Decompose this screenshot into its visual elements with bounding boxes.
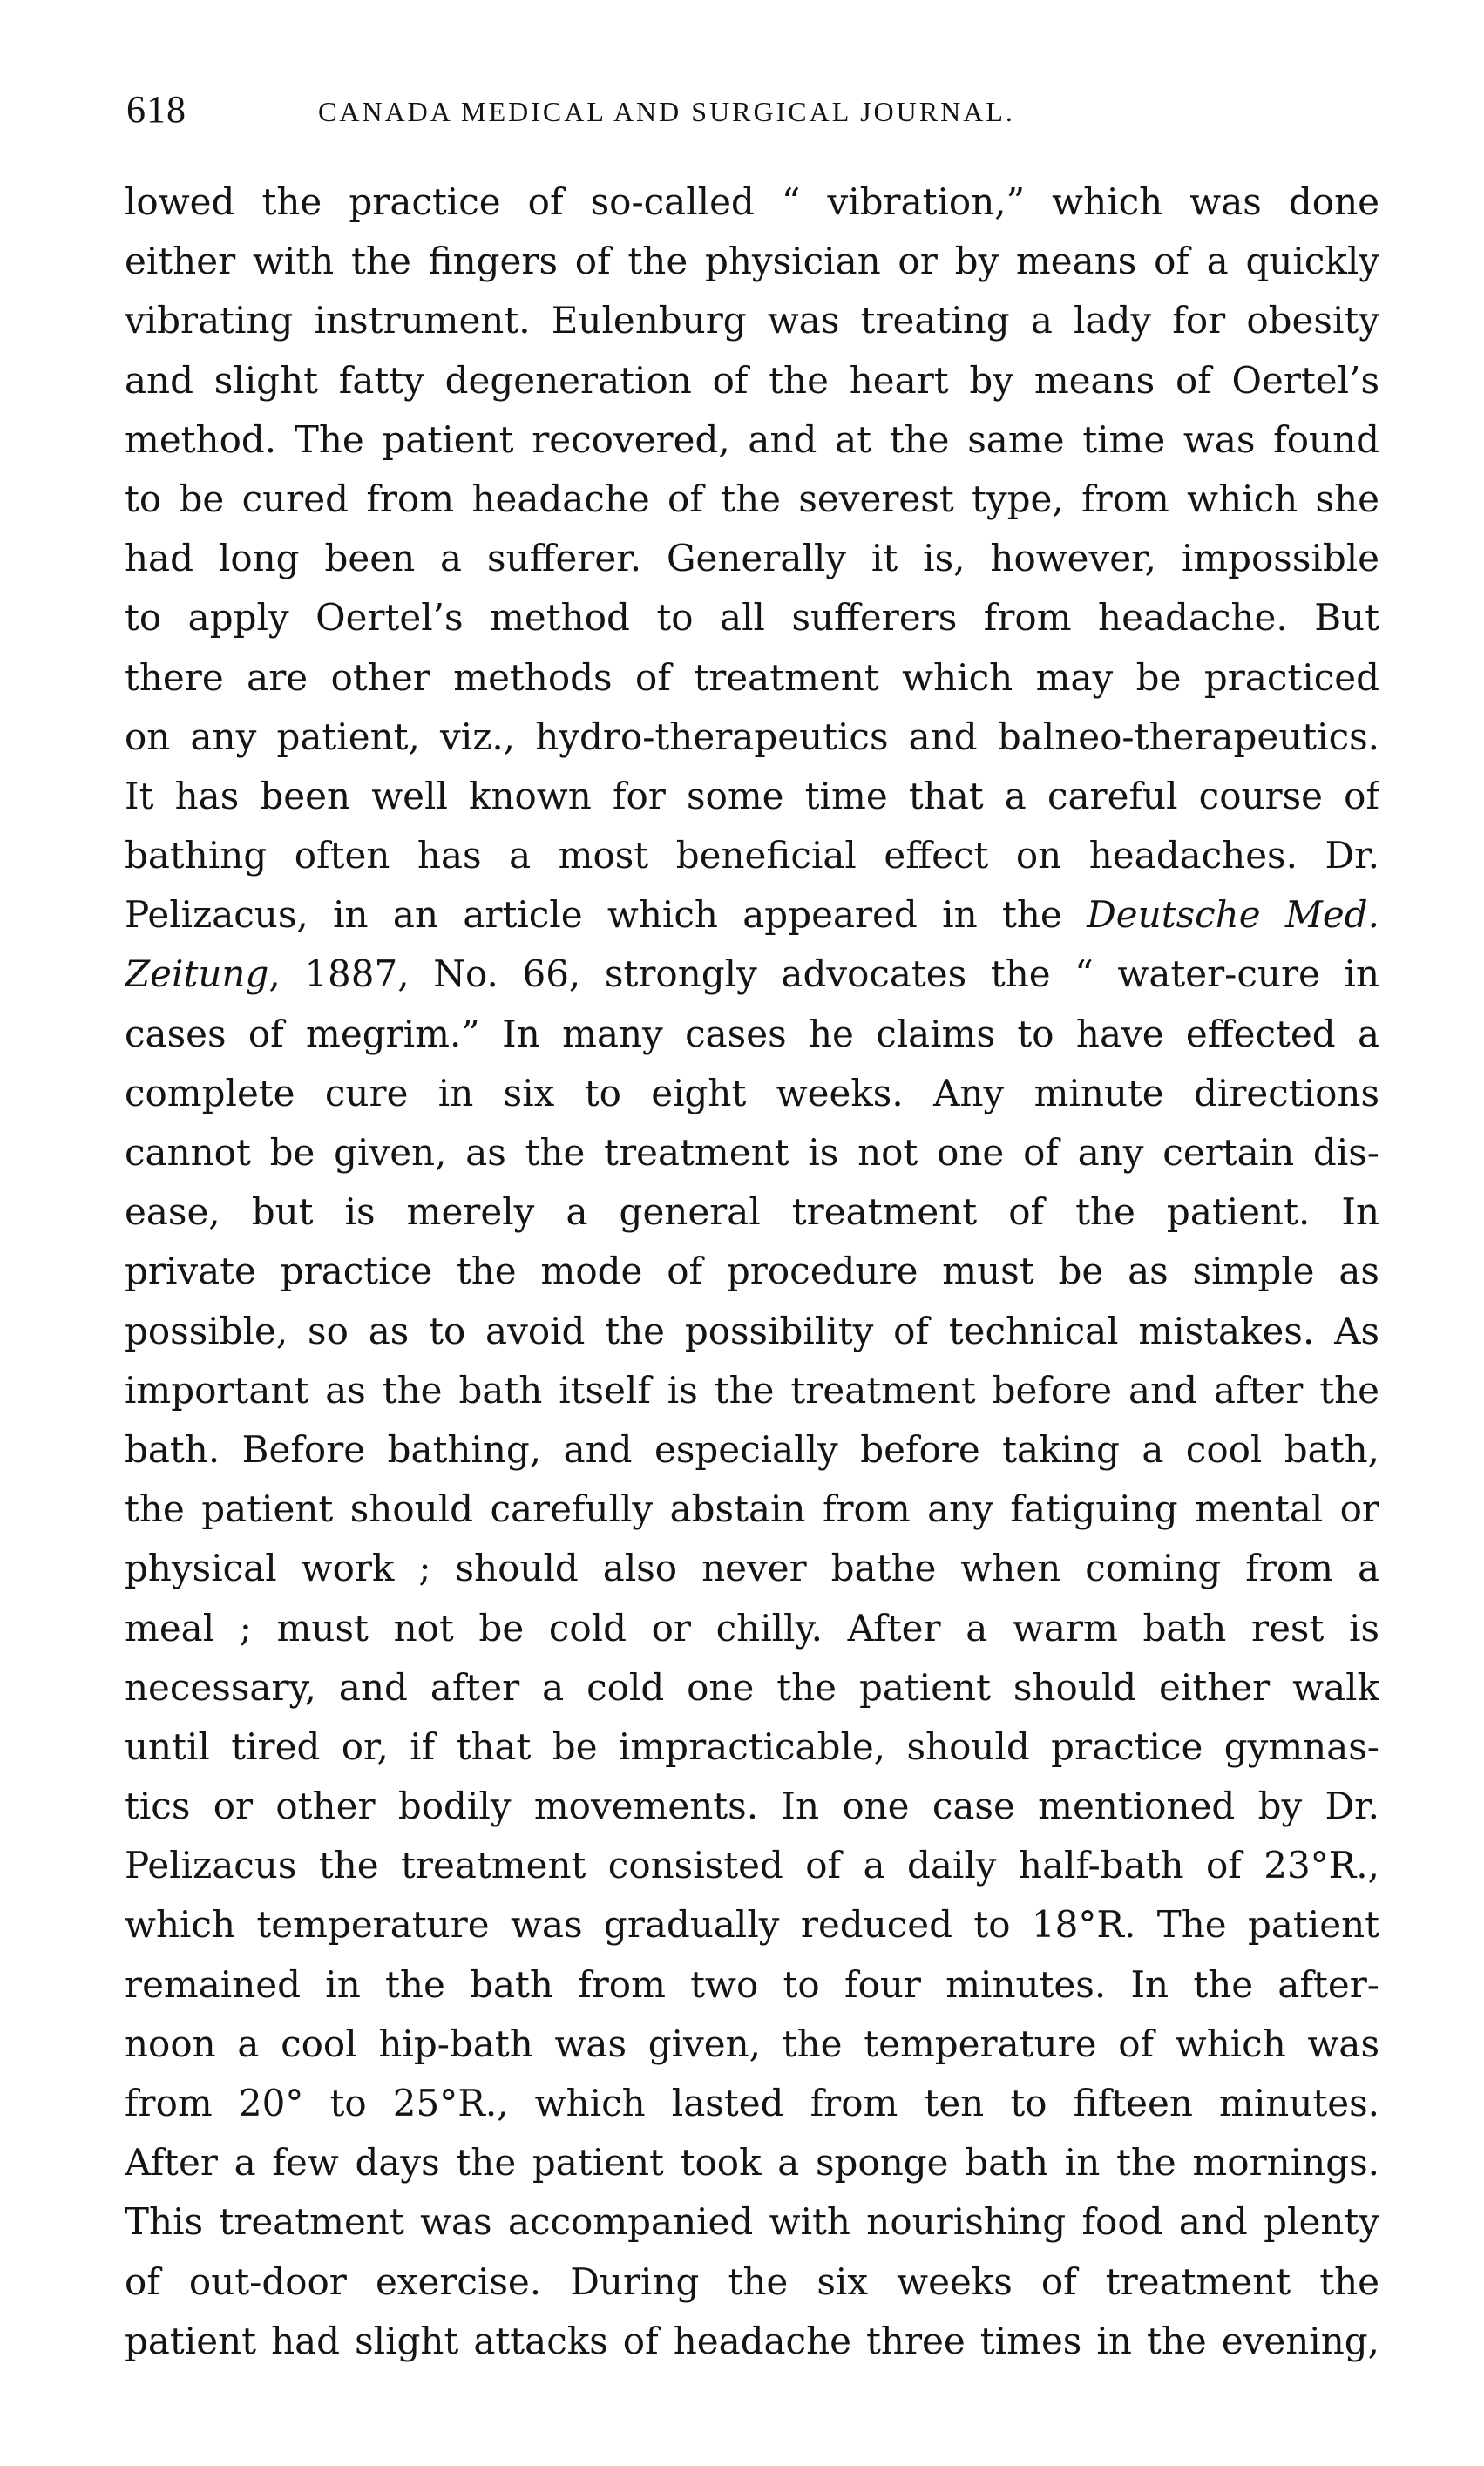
text-line: which temperature was gradually reduced to 18°R. The patient bbox=[125, 1903, 1379, 1947]
text-line: the patient should carefully abstain from any fatiguing mental or bbox=[125, 1487, 1379, 1531]
text-line: until tired or, if that be impracticable, should practice gymnas- bbox=[125, 1724, 1379, 1768]
text-line: possible, so as to avoid the possibility of technical mistakes. As bbox=[125, 1309, 1379, 1352]
text-line: cases of megrim.” In many cases he claims to have effected a bbox=[125, 1012, 1379, 1055]
text-line: Pelizacus the treatment consisted of a daily half-bath of 23°R., bbox=[125, 1844, 1379, 1887]
text-line: of out-door exercise. During the six weeks of treatment the bbox=[125, 2259, 1379, 2303]
text-line: either with the fingers of the physician or by means of a quickly bbox=[125, 240, 1379, 283]
text-line: It has been well known for some time that a careful course of bbox=[125, 774, 1379, 817]
text-line: necessary, and after a cold one the patient should either walk bbox=[125, 1665, 1379, 1709]
text-line: there are other methods of treatment which may be practiced bbox=[125, 655, 1379, 699]
text-line: tics or other bodily movements. In one case mentioned by Dr. bbox=[125, 1785, 1379, 1828]
text-line: noon a cool hip-bath was given, the temperature of which was bbox=[125, 2022, 1379, 2065]
text-line: After a few days the patient took a sponge bath in the mornings. bbox=[125, 2141, 1379, 2185]
text-line-with-italic-title bbox=[125, 885, 1379, 945]
running-head bbox=[126, 84, 1372, 136]
text-line: This treatment was accompanied with nourishing food and plenty bbox=[125, 2200, 1379, 2244]
text-segment: Pelizacus, in an article which appeared in the bbox=[125, 893, 1062, 937]
article-body bbox=[125, 173, 1379, 2371]
text-line: cannot be given, as the treatment is not one of any certain dis- bbox=[125, 1131, 1379, 1174]
text-line: patient had slight attacks of headache three times in the evening, bbox=[125, 2319, 1379, 2362]
text-line: to apply Oertel’s method to all sufferers from headache. But bbox=[125, 596, 1379, 640]
text-line: important as the bath itself is the treatment before and after the bbox=[125, 1368, 1379, 1412]
italic-journal-name: Deutsche Med. bbox=[1087, 893, 1379, 937]
text-segment: , 1887, No. 66, strongly advocates the “ water-cure in bbox=[268, 952, 1379, 996]
text-line: complete cure in six to eight weeks. Any minute directions bbox=[125, 1071, 1379, 1114]
text-line: remained in the bath from two to four minutes. In the after- bbox=[125, 1962, 1379, 2006]
journal-title: CANADA MEDICAL AND SURGICAL JOURNAL. bbox=[318, 96, 1015, 127]
text-line: lowed the practice of so-called “ vibration,” which was done bbox=[125, 180, 1379, 223]
italic-journal-name-cont: Zeitung bbox=[125, 952, 269, 996]
text-line: method. The patient recovered, and at the same time was found bbox=[125, 417, 1379, 461]
text-line: physical work ; should also never bathe when coming from a bbox=[125, 1547, 1379, 1590]
text-line: meal ; must not be cold or chilly. After a warm bath rest is bbox=[125, 1606, 1379, 1650]
text-line: ease, but is merely a general treatment of the patient. In bbox=[125, 1190, 1379, 1234]
page-number: 618 bbox=[126, 88, 186, 131]
text-line: on any patient, viz., hydro-therapeutics and balneo-therapeutics. bbox=[125, 715, 1379, 758]
text-line: from 20° to 25°R., which lasted from ten to fifteen minutes. bbox=[125, 2082, 1379, 2124]
text-line: to be cured from headache of the severest type, from which she bbox=[125, 477, 1379, 520]
text-line: bathing often has a most beneficial effect on headaches. Dr. bbox=[125, 834, 1379, 877]
text-line: vibrating instrument. Eulenburg was treating a lady for obesity bbox=[125, 299, 1379, 342]
text-line: had long been a sufferer. Generally it is, however, impossible bbox=[125, 537, 1379, 580]
text-line-with-italic-title bbox=[125, 945, 1379, 1004]
text-line: and slight fatty degeneration of the heart by means of Oertel’s bbox=[125, 358, 1379, 402]
text-line: bath. Before bathing, and especially before taking a cool bath, bbox=[125, 1427, 1379, 1471]
text-line: private practice the mode of procedure must be as simple as bbox=[125, 1250, 1379, 1293]
